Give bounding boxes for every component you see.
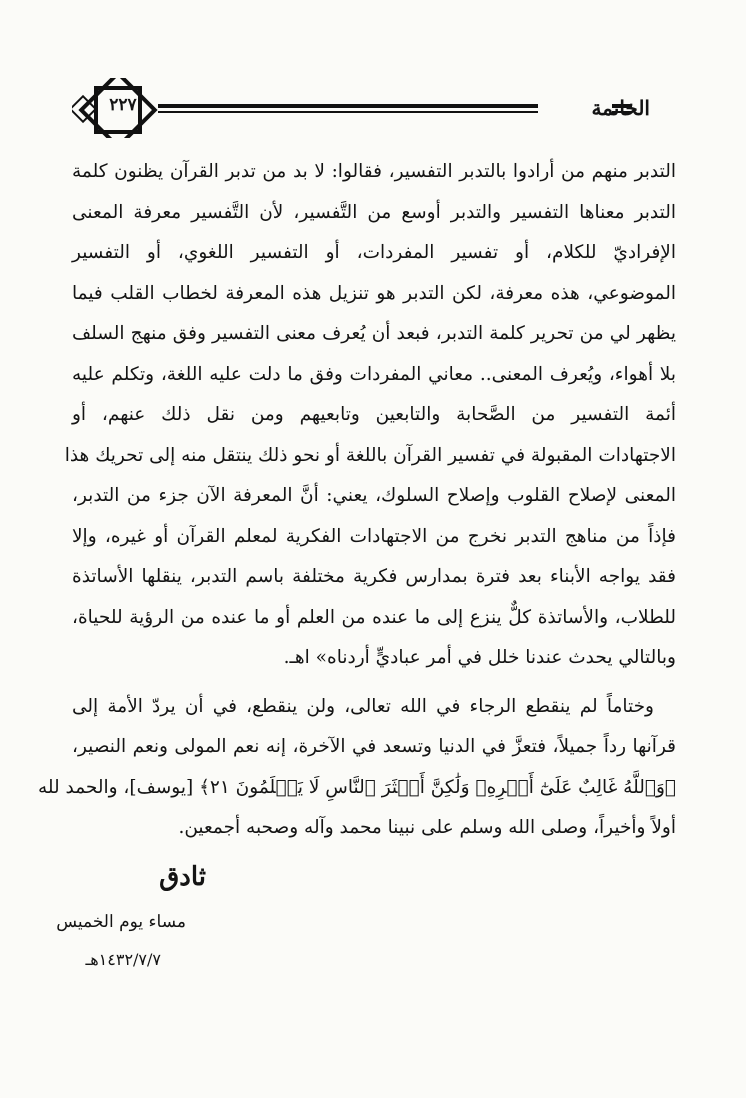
text-line: للطلاب، والأساتذة كلٌّ ينزع إلى ما عنده من العلم أو ما عنده من الرؤية للحياة، — [72, 606, 676, 628]
text-line: يظهر لي من تحرير كلمة التدبر، فبعد أن يُعرف معنى التفسير وفق منهج السلف — [72, 323, 676, 344]
text-line: فقد يواجه الأبناء بعد فترة بمدارس فكرية مختلفة باسم التدبر، ينقلها الأساتذة — [72, 566, 676, 587]
signature-place: ثادق — [159, 862, 206, 892]
text-line: وختاماً لم ينقطع الرجاء في الله تعالى، ولن ينقطع، في أن يردّ الأمة إلى — [72, 695, 654, 717]
text-line: أئمة التفسير من الصَّحابة والتابعين وتابعيهم ومن نقل ذلك عنهم، أو — [72, 404, 676, 425]
signature-time: مساء يوم الخميس — [56, 912, 186, 932]
text-line: قرآنها رداً جميلاً، فتعزَّ في الدنيا وتسعد في الآخرة، إنه نعم المولى ونعم النصير، — [72, 736, 676, 757]
text-line: فإذاً من مناهج التدبر نخرج من الاجتهادات الفكرية لمعلم القرآن أو غيره، وإلا — [72, 525, 676, 547]
header-ornament-icon — [72, 78, 632, 138]
text-line: وبالتالي يحدث عندنا خلل في أمر عباديٍّ أردناه» اهـ. — [283, 647, 676, 668]
text-line: الاجتهادات المقبولة في تفسير القرآن باللغة أو نحو ذلك ينتقل منه إلى تحريك هذا — [64, 444, 676, 466]
page-number: ٢٢٧ — [109, 95, 137, 115]
text-line: المعنى لإصلاح القلوب وإصلاح السلوك، يعني: أنَّ المعرفة الآن جزء من التدبر، — [72, 485, 676, 506]
section-title: الخاتمة — [591, 96, 650, 120]
body-text — [37, 152, 676, 849]
page-header — [72, 78, 650, 138]
text-line: بلا أهواء، ويُعرف المعنى.. معاني المفردات وفق ما دلت عليه اللغة، وتكلم عليه — [72, 363, 676, 385]
text-line: التدبر منهم من أرادوا بالتدبر التفسير، فقالوا: لا بد من تدبر القرآن يظنون كلمة — [72, 161, 676, 182]
text-line: أولاً وأخيراً، وصلى الله وسلم على نبينا محمد وآله وصحبه أجمعين. — [178, 817, 676, 838]
quran-verse-line: ﴿وَٱللَّهُ غَالِبٌ عَلَىٰٓ أَمۡرِهِۦ وَلَٰكِنَّ أَكۡثَرَ ٱلنَّاسِ لَا يَعۡلَمُونَ ٢١﴾ [يوسف]، والحمد لله — [37, 776, 676, 798]
text-line: التدبر معناها التفسير والتدبر أوسع من التَّفسير، لأن التَّفسير معرفة المعنى — [72, 201, 676, 223]
signature-date: ١٤٣٢/٧/٧هـ — [85, 950, 161, 969]
text-line: الإفراديّ للكلام، أو تفسير المفردات، أو التفسير اللغوي، أو التفسير — [72, 242, 676, 263]
text-line: الموضوعي، هذه معرفة، لكن التدبر هو تنزيل هذه المعرفة لخطاب القلب فيما — [72, 282, 676, 304]
